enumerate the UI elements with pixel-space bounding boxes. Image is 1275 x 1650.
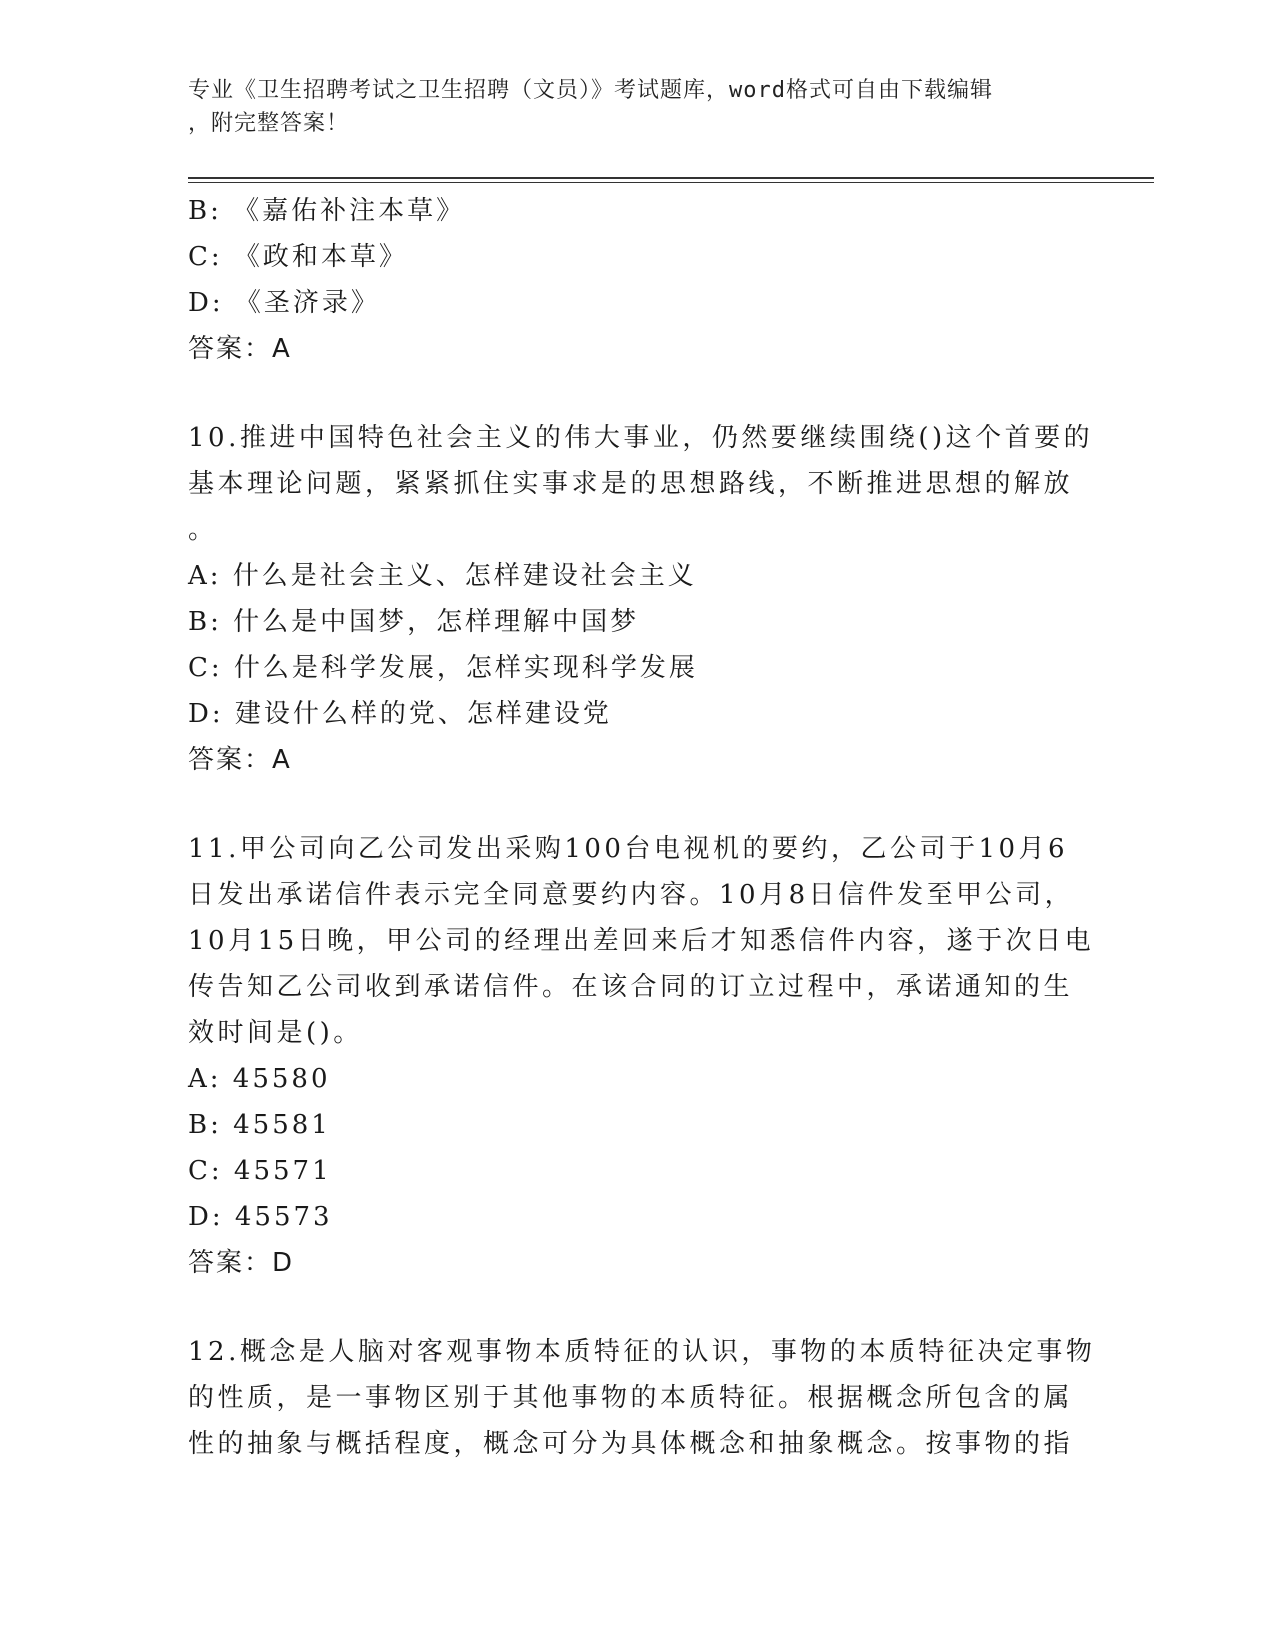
question-text-line: 10月15日晚，甲公司的经理出差回来后才知悉信件内容，遂于次日电 xyxy=(188,926,1095,956)
answer-line: 答案：A xyxy=(188,334,292,364)
question-text-line: 12.概念是人脑对客观事物本质特征的认识，事物的本质特征决定事物 xyxy=(188,1337,1096,1367)
question-text-line: 基本理论问题，紧紧抓住实事求是的思想路线，不断推进思想的解放 xyxy=(188,469,1074,499)
answer-line: 答案：D xyxy=(188,1248,295,1278)
question-11 xyxy=(188,826,1095,1286)
option-d: D: 45573 xyxy=(188,1202,333,1232)
question-text-line: 。 xyxy=(188,515,218,545)
header-line-1: 专业《卫生招聘考试之卫生招聘（文员）》考试题库，word格式可自由下载编辑 xyxy=(188,78,993,103)
question-text-line: 性的抽象与概括程度，概念可分为具体概念和抽象概念。按事物的指 xyxy=(188,1429,1074,1459)
question-content xyxy=(188,188,1096,1467)
option-c: C: 《政和本草》 xyxy=(188,242,408,272)
option-b: B: 什么是中国梦，怎样理解中国梦 xyxy=(188,607,640,637)
option-c: C: 什么是科学发展，怎样实现科学发展 xyxy=(188,653,698,683)
spacer xyxy=(188,783,1088,826)
header-divider-thin xyxy=(188,182,1154,183)
option-b: B: 45581 xyxy=(188,1110,331,1140)
spacer xyxy=(188,1286,1088,1329)
option-d: D: 《圣济录》 xyxy=(188,288,380,318)
question-text-line: 11.甲公司向乙公司发出采购100台电视机的要约，乙公司于10月6 xyxy=(188,834,1069,864)
option-b: B: 《嘉佑补注本草》 xyxy=(188,196,466,226)
question-text-line: 日发出承诺信件表示完全同意要约内容。10月8日信件发至甲公司， xyxy=(188,880,1075,910)
question-12 xyxy=(188,1329,1096,1467)
option-a: A: 什么是社会主义、怎样建设社会主义 xyxy=(188,561,697,591)
answer-line: 答案：A xyxy=(188,745,292,775)
header-divider-thick xyxy=(188,177,1154,179)
question-text-line: 效时间是()。 xyxy=(188,1018,363,1048)
question-text-line: 传告知乙公司收到承诺信件。在该合同的订立过程中，承诺通知的生 xyxy=(188,972,1074,1002)
option-a: A: 45580 xyxy=(188,1064,331,1094)
question-text-line: 的性质，是一事物区别于其他事物的本质特征。根据概念所包含的属 xyxy=(188,1383,1074,1413)
option-c: C: 45571 xyxy=(188,1156,332,1186)
spacer xyxy=(188,372,1088,415)
option-d: D: 建设什么样的党、怎样建设党 xyxy=(188,699,612,729)
question-text-line: 10.推进中国特色社会主义的伟大事业，仍然要继续围绕()这个首要的 xyxy=(188,423,1094,453)
document-header xyxy=(188,74,1068,140)
prev-question xyxy=(188,188,1088,372)
question-10 xyxy=(188,415,1094,783)
header-line-2: ，附完整答案！ xyxy=(188,111,350,136)
